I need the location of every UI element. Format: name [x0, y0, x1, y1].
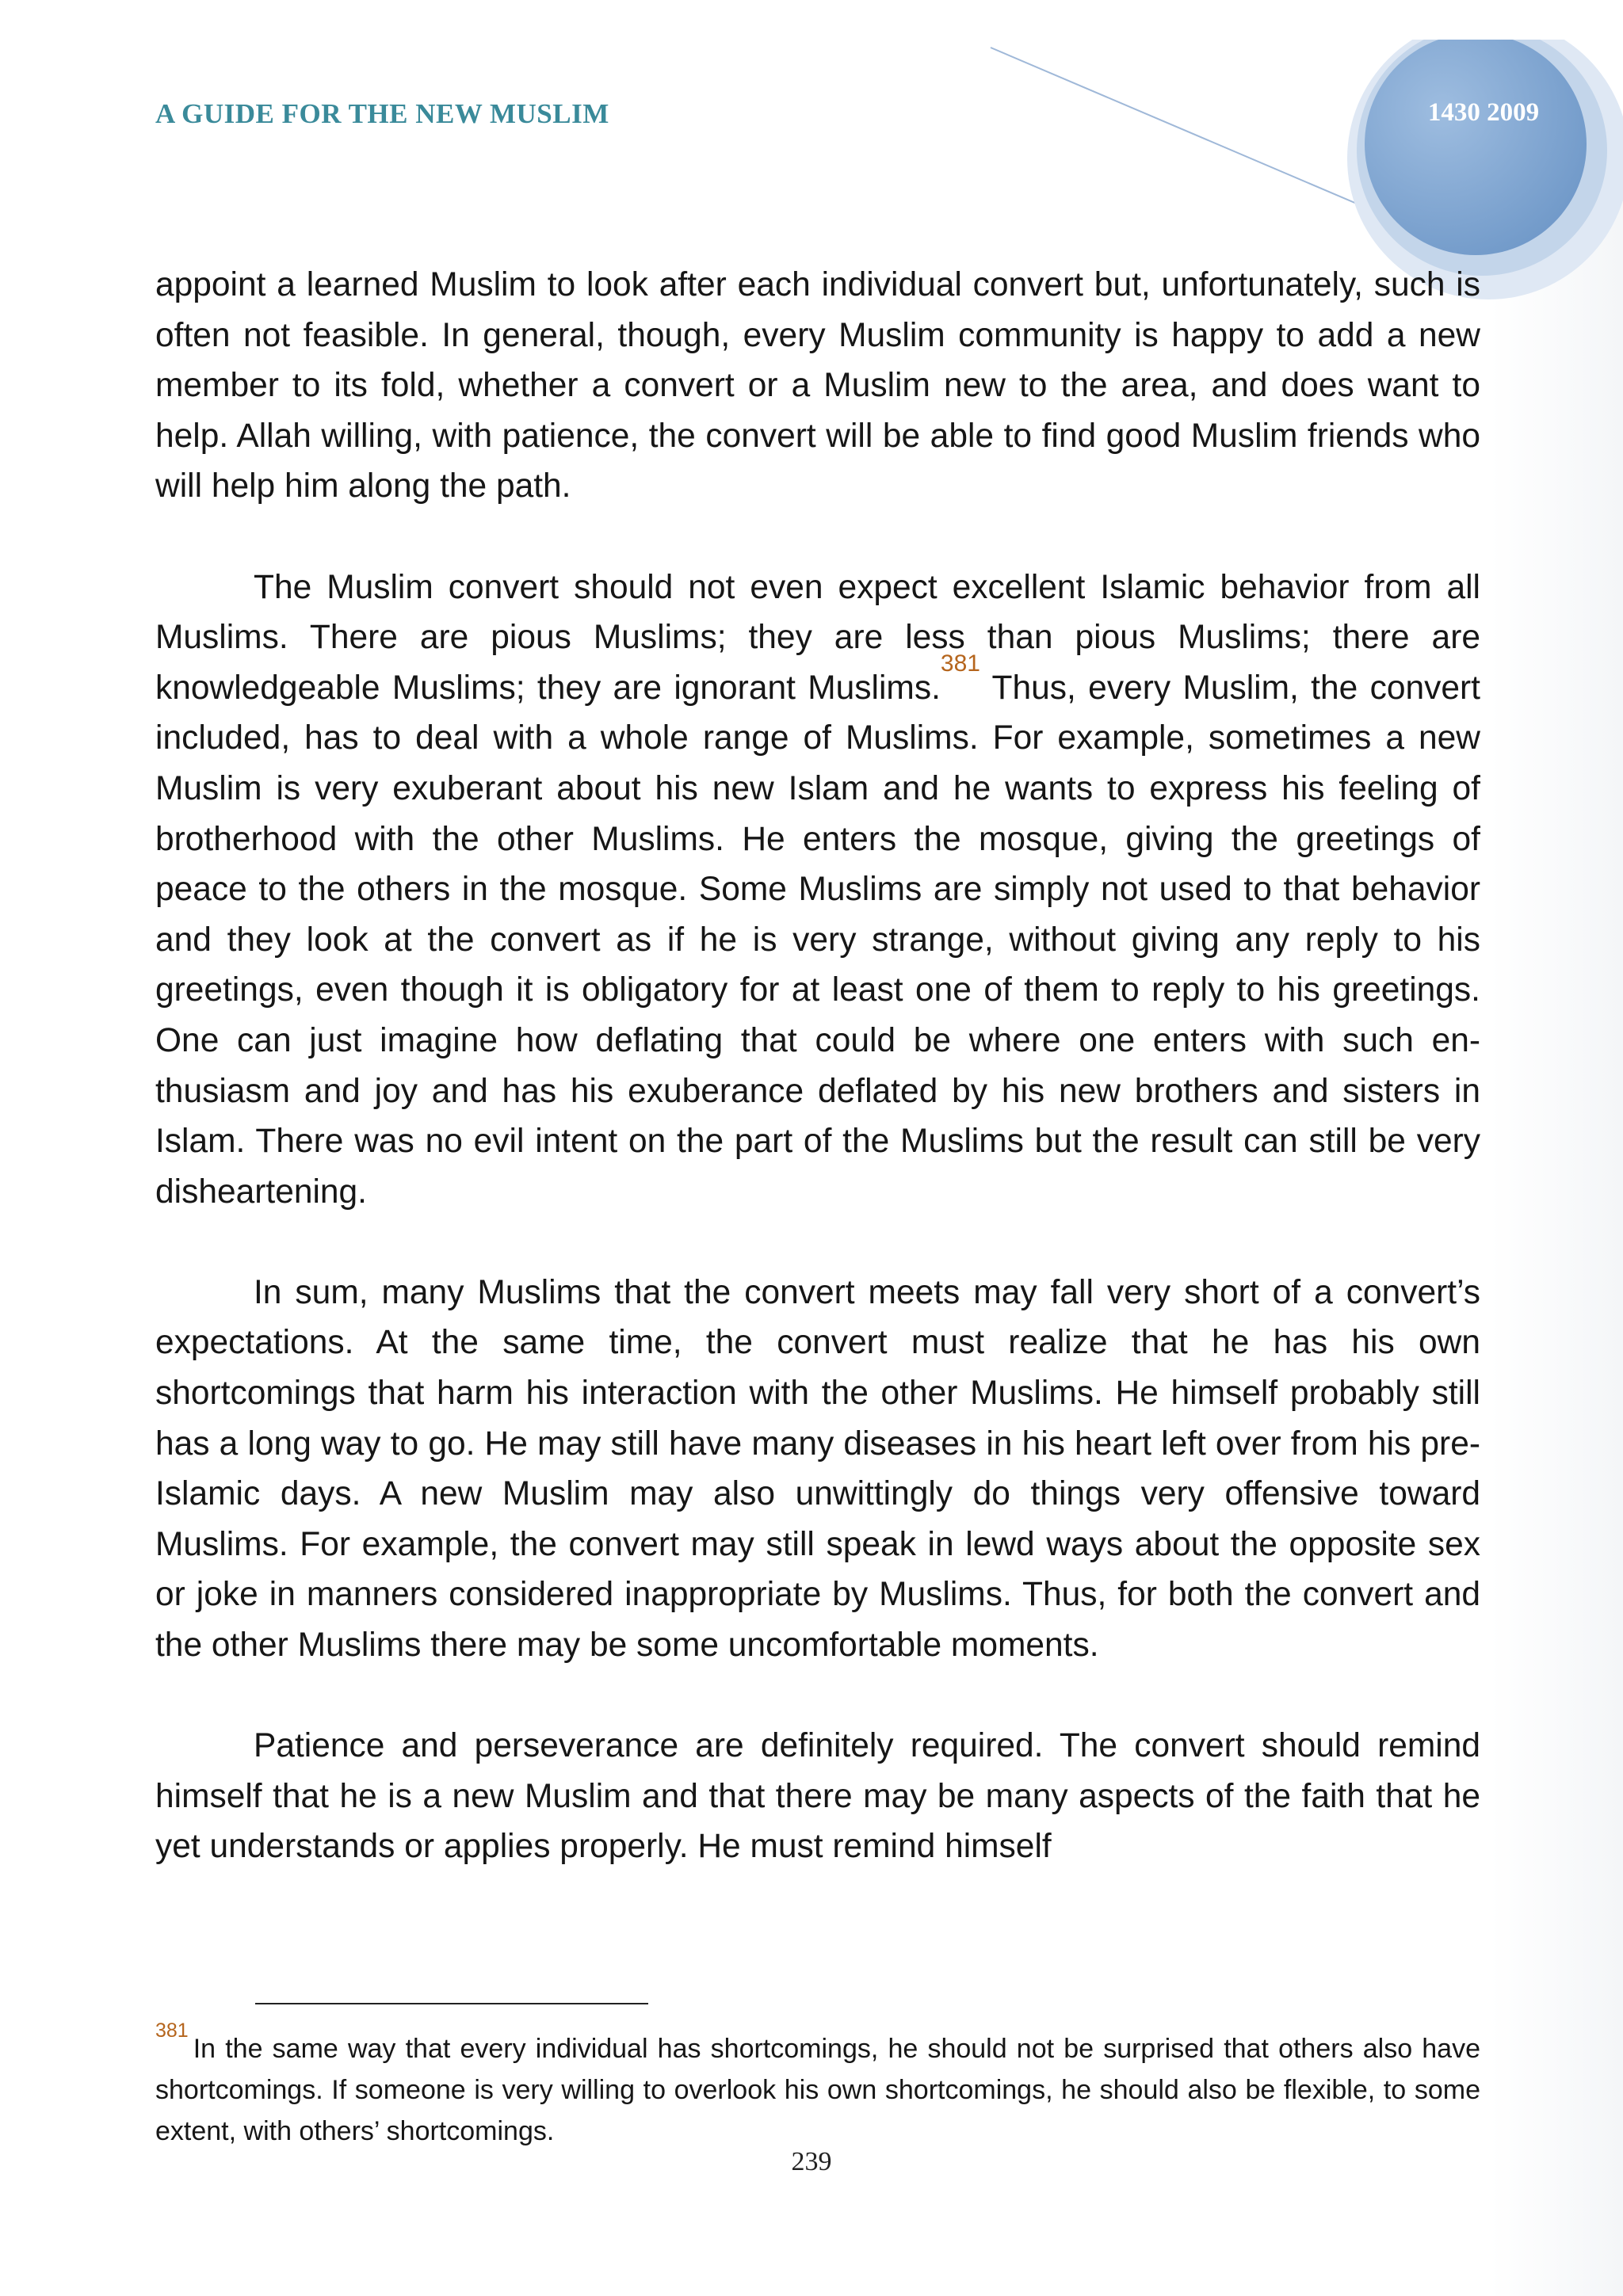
body-text [155, 260, 1480, 1923]
footnote-number: 381 [155, 2019, 189, 2042]
footnote-separator [255, 2003, 648, 2004]
paragraph [155, 563, 1480, 1218]
page-edge-shade [1490, 198, 1623, 2296]
running-header-title: A GUIDE FOR THE NEW MUSLIM [155, 98, 609, 129]
header-circle [1365, 40, 1587, 255]
paragraph-text: The Muslim convert should not even expect excellent Islamic behavior from all Muslims. There are pious Muslims; they are less than pious Muslims; there are knowledgeable Muslims; they are ignorant Muslims. [155, 568, 1480, 707]
footnote-text: In the same way that every individual has shortcomings, he should not be surprised that others also have shortcomings. If someone is very willing to overlook his own shortcomings, he should also be flexible, to some extent, with others’ shortcomings. [155, 2034, 1480, 2146]
paragraph: Patience and perseverance are definitely required. The convert should remind himself that he is a new Muslim and that there may be many aspects of the faith that he yet understands or applies properly. He must remind himself [155, 1727, 1480, 1866]
footnote [155, 2019, 1480, 2152]
page-number: 239 [791, 2147, 832, 2176]
paragraph: appoint a learned Muslim to look after each individual convert but, unfortunately, such is often not feasible. In general, though, every Muslim community is happy to add a new member to its fold, whether a convert or a Muslim new to the area, and does want to help. Allah willing, with patience, the convert will be able to find good Muslim friends who will help him along the path. [155, 266, 1480, 505]
header-year-label: 1430 2009 [1427, 98, 1540, 127]
footnote-reference[interactable]: 381 [940, 650, 980, 677]
header-diagonal-line [991, 48, 1411, 227]
paragraph: In sum, many Muslims that the convert meets may fall very short of a convert’s expectations. At the same time, the convert must realize that he has his own shortcomings that harm his interaction with the other Muslims. He himself probably still has a long way to go. He may still have many diseases in his heart left over from his pre-Islamic days. A new Muslim may also unwittingly do things very offensive toward Muslims. For example, the convert may still speak in lewd ways about the opposite sex or joke in manners considered inappropriate by Muslims. Thus, for both the convert and the other Muslims there may be some uncomfortable moments. [155, 1273, 1480, 1665]
paragraph-text: Thus, every Muslim, the convert included, has to deal with a whole range of Muslims. For example, sometimes a new Muslim is very exuberant about his new Islam and he wants to express his feeling of brotherhood with the other Muslims. He enters the mosque, giving the greetings of peace to the others in the mosque. Some Muslims are simply not used to that behavior and they look at the convert as if he is very strange, without giving any reply to his greetings, even though it is obligatory for at least one of them to reply to his greetings. One can just imagine how deflating that could be where one enters with such enthusiasm and joy and has his exuberance deflated by his new brothers and sisters in Islam. There was no evil intent on the part of the Muslims but the result can still be very disheartening. [155, 669, 1480, 1211]
